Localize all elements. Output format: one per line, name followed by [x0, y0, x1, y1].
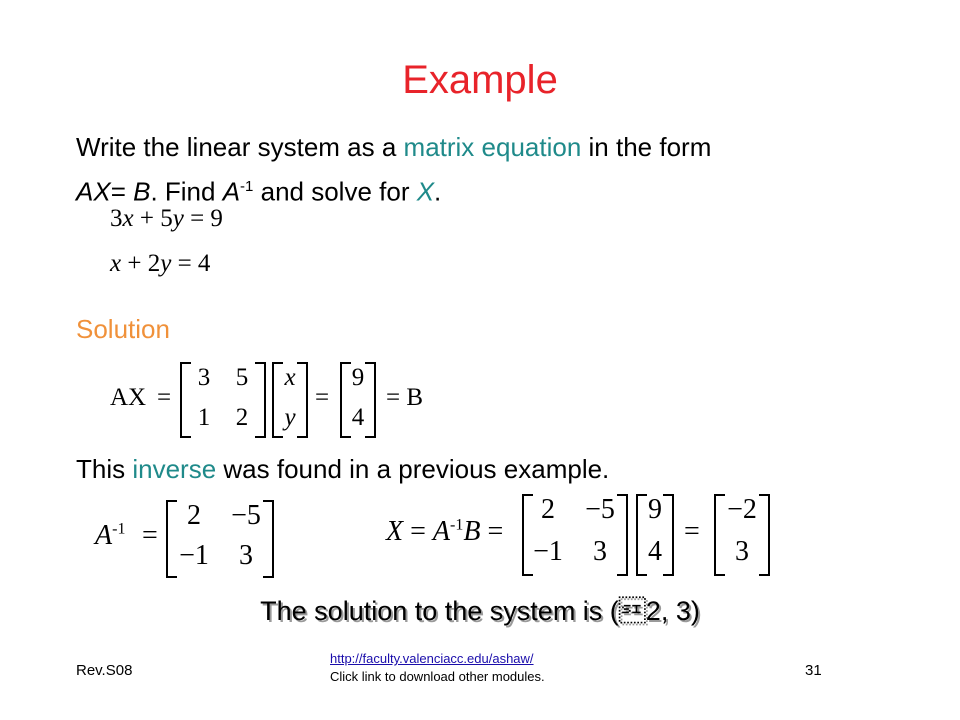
- note-text: was found in a previous example.: [216, 454, 610, 484]
- inverse-matrix-product: [522, 494, 628, 576]
- intro-text: and solve for: [253, 176, 417, 207]
- matrix-cell: −1: [179, 540, 209, 571]
- a-term: A: [222, 176, 241, 207]
- var-x: x: [110, 250, 122, 277]
- op: + 2: [121, 250, 161, 277]
- matrix-cell: 4: [648, 536, 662, 567]
- matrix-equation-term: matrix equation: [403, 132, 582, 162]
- solution-statement: The solution to the system is (2, 3): [260, 596, 700, 626]
- b-symbol: B: [463, 516, 481, 547]
- op: + 5: [133, 205, 173, 232]
- x-solution-label: [386, 516, 503, 548]
- matrix-cell: 2: [541, 494, 555, 525]
- matrix-cell: 3: [239, 540, 253, 571]
- inverse-note: [76, 452, 609, 486]
- matrix-cell: 2: [235, 404, 249, 431]
- constant-matrix: [636, 494, 674, 576]
- intro-text: =: [110, 176, 134, 207]
- equals-sign: =: [487, 516, 504, 547]
- b-term: B: [133, 176, 151, 207]
- ax-label: AX: [110, 384, 147, 411]
- equals-b: [386, 384, 423, 412]
- matrix-cell: 9: [351, 364, 365, 391]
- rhs: = 4: [171, 250, 211, 277]
- matrix-cell: 3: [735, 536, 749, 567]
- variable-matrix: [272, 362, 308, 438]
- matrix-cell: 1: [197, 404, 211, 431]
- inverse-superscript: -1: [450, 516, 464, 534]
- intro-text: . Find: [150, 176, 223, 207]
- equals-sign: =: [684, 516, 700, 547]
- slide-title: Example: [402, 58, 558, 102]
- rhs-text: = B: [386, 384, 424, 411]
- coefficient-matrix: [180, 362, 266, 438]
- equals-sign: =: [410, 516, 426, 547]
- matrix-cell: −5: [231, 500, 261, 531]
- intro-line-1: [76, 130, 711, 164]
- x-term: X: [416, 176, 435, 207]
- matrix-cell: −5: [585, 494, 615, 525]
- coef: 3: [110, 205, 123, 232]
- var-x: x: [122, 205, 134, 232]
- matrix-cell: 2: [187, 500, 201, 531]
- a-inverse-label: [95, 520, 125, 552]
- a-symbol: A: [95, 520, 113, 551]
- link-note: Click link to download other modules.: [330, 669, 545, 684]
- intro-line-2: [76, 170, 441, 209]
- matrix-cell: y: [284, 404, 296, 431]
- constant-matrix: [340, 362, 376, 438]
- matrix-cell: 3: [197, 364, 211, 391]
- page-number: 31: [805, 662, 822, 679]
- matrix-cell: x: [284, 364, 296, 391]
- ax-term: AX: [76, 176, 111, 207]
- matrix-cell: 9: [648, 494, 662, 525]
- inverse-matrix: [166, 500, 274, 578]
- equation-1: [110, 205, 223, 233]
- note-text: This: [76, 454, 133, 484]
- inverse-term: inverse: [132, 454, 217, 484]
- matrix-cell: 5: [235, 364, 249, 391]
- inverse-superscript: -1: [112, 520, 126, 538]
- equals-sign: =: [315, 384, 330, 411]
- solution-label: Solution: [76, 314, 170, 344]
- var-y: y: [160, 250, 172, 277]
- rhs: = 9: [183, 205, 223, 232]
- matrix-cell: −1: [533, 536, 563, 567]
- var-y: y: [172, 205, 184, 232]
- equals-sign: =: [142, 520, 158, 551]
- matrix-cell: 4: [351, 404, 365, 431]
- x-symbol: X: [386, 516, 404, 547]
- inverse-superscript: -1: [240, 178, 254, 195]
- revision-label: Rev.S08: [76, 662, 133, 679]
- result-matrix: [714, 494, 770, 576]
- intro-text: Write the linear system as a: [76, 132, 404, 162]
- a-symbol: A: [432, 516, 451, 547]
- module-link[interactable]: http://faculty.valenciacc.edu/ashaw/: [330, 651, 534, 666]
- matrix-cell: 3: [593, 536, 607, 567]
- intro-text: .: [434, 176, 442, 207]
- matrix-cell: −2: [727, 494, 757, 525]
- equals-sign: =: [157, 384, 172, 411]
- equation-2: [110, 250, 210, 278]
- intro-text: in the form: [581, 132, 712, 162]
